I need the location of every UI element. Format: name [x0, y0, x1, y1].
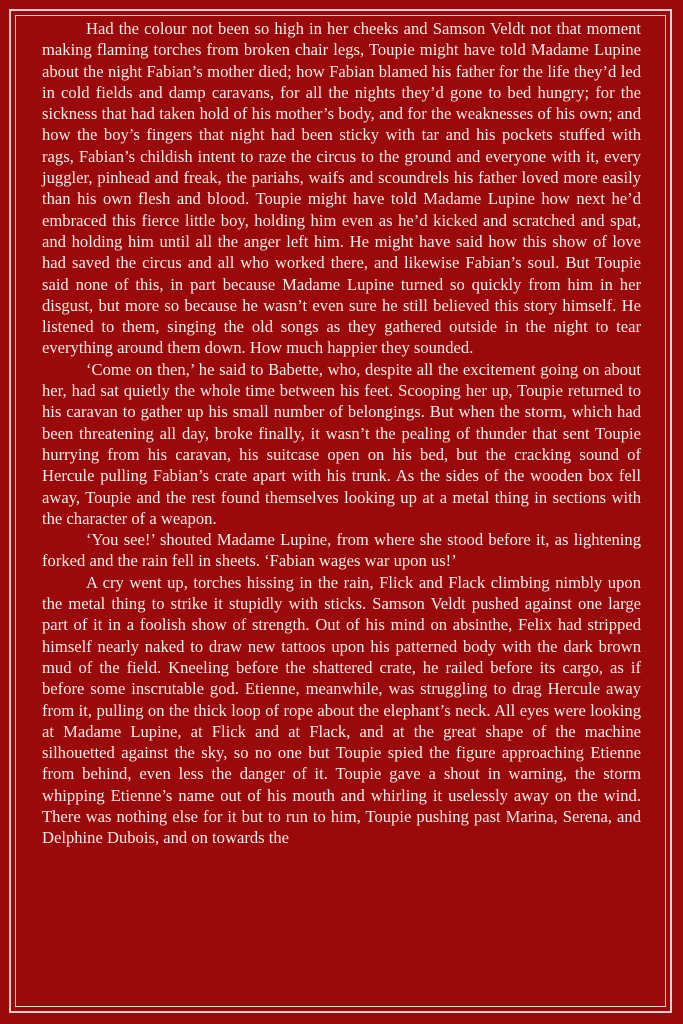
- paragraph: ‘Come on then,’ he said to Babette, who, despite all the excitement going on about her, had sat quietly the whole time between his feet. Scooping her up, Toupie returned to his caravan to gather up his small number of belongings. But when the storm, which had been threatening all day, broke finally, it wasn’t the pealing of thunder that sent Toupie hurrying from his caravan, his suitcase open on his bed, but the cracking sound of Hercule pulling Fabian’s crate apart with his trunk. As the sides of the wooden box fell away, Toupie and the rest found themselves looking up at a metal thing in sections with the character of a weapon.: [42, 359, 641, 528]
- paragraph: ‘You see!’ shouted Madame Lupine, from where she stood before it, as lightening forked and the rain fell in sheets. ‘Fabian wages war upon us!’: [42, 530, 641, 571]
- paragraph: Had the colour not been so high in her cheeks and Samson Veldt not that moment making flaming torches from broken chair legs, Toupie might have told Madame Lupine about the night Fabian’s mother died; how Fabian blamed his father for the life they’d led in cold fields and damp caravans, for all the nights they’d gone to bed hungry; for the sickness that had taken hold of his mother’s body, and for the weaknesses of his own; and how the boy’s fingers that night had been sticky with tar and his pockets stuffed with rags, Fabian’s childish intent to raze the circus to the ground and everyone with it, every juggler, pinhead and freak, the pariahs, waifs and scoundrels his father loved more easily than his own flesh and blood. Toupie might have told Madame Lupine how next he’d embraced this fierce little boy, holding him even as he’d kicked and scratched and spat, and holding him until all the anger left him. He might have said how this show of love had saved the circus and all who worked there, and likewise Fabian’s soul. But Toupie said none of this, in part because Madame Lupine turned so quickly from him in her disgust, but more so because he wasn’t even sure he still believed this story himself. He listened to them, singing the old songs as they gathered outside in the night to tear everything around them down. How much happier they sounded.: [42, 19, 641, 358]
- paragraph: A cry went up, torches hissing in the rain, Flick and Flack climbing nimbly upon the metal thing to strike it stupidly with sticks. Samson Veldt pushed against one large part of it in a foolish show of strength. Out of his mind on absinthe, Felix had stripped himself nearly naked to draw new tattoos upon his patterned body with the dark brown mud of the field. Kneeling before the shattered crate, he railed before its cargo, as if before some inscrutable god. Etienne, meanwhile, was struggling to drag Hercule away from it, pulling on the thick loop of rope about the elephant’s neck. All eyes were looking at Madame Lupine, at Flick and at Flack, and at the great shape of the machine silhouetted against the sky, so no one but Toupie spied the figure approaching Etienne from behind, even less the danger of it. Toupie gave a shout in warning, the storm whipping Etienne’s name out of his mouth and whirling it uselessly away on the wind. There was nothing else for it but to run to him, Toupie pushing past Marina, Serena, and Delphine Dubois, and on towards the: [42, 572, 641, 848]
- body-text: [42, 18, 641, 849]
